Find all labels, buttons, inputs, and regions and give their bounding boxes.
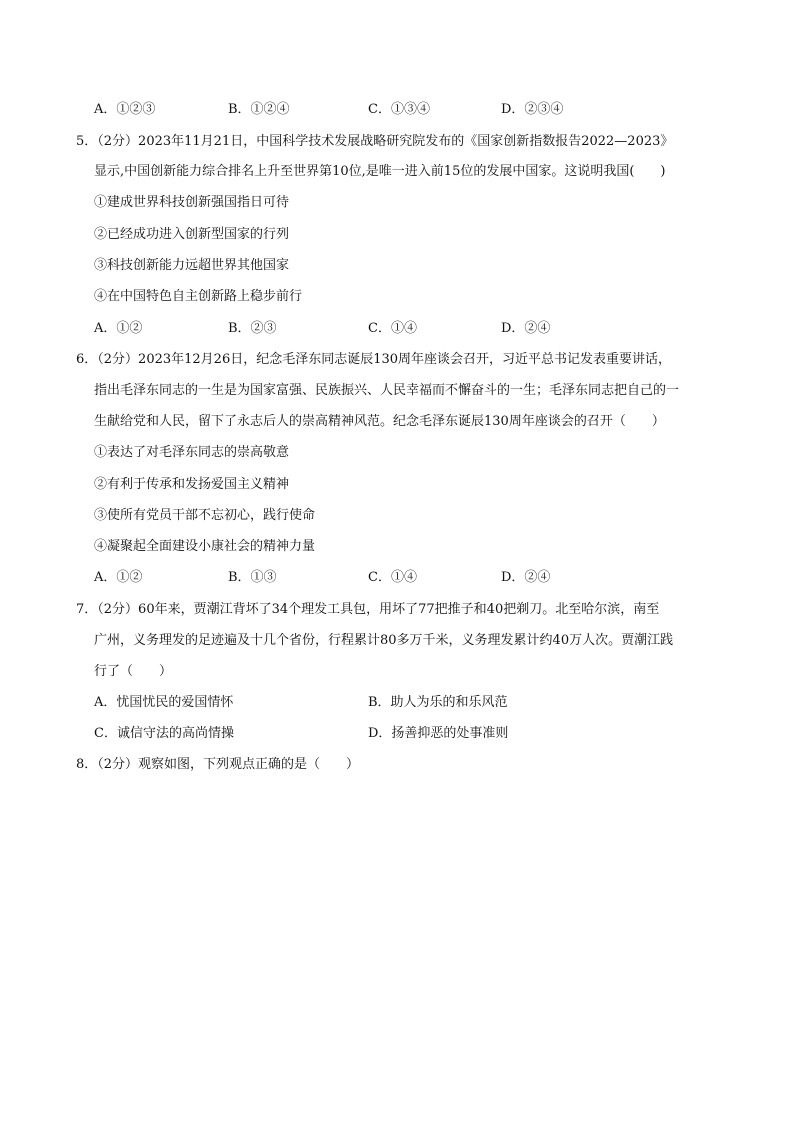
option-c: C．①④: [368, 321, 417, 336]
statement-4: ④在中国特色自主创新路上稳步前行: [94, 289, 303, 304]
statement-1: ①建成世界科技创新强国指日可待: [94, 195, 290, 210]
option-a: A．①②: [94, 321, 143, 336]
question-5-stem-line-1: 5．（2分）2023年11月21日，中国科学技术发展战略研究院发布的《国家创新指数报告2022—2023》: [76, 134, 674, 149]
question-6-stem-line-1: 6．（2分）2023年12月26日，纪念毛泽东同志诞辰130周年座谈会召开，习近平总书记发表重要讲话，: [76, 352, 672, 367]
option-c: C．①③④: [368, 102, 430, 117]
statement-2: ②已经成功进入创新型国家的行列: [94, 227, 290, 242]
option-a: A．①②: [94, 570, 143, 585]
option-a: A．忧国忧民的爱国情怀: [94, 695, 234, 710]
option-a: A．①②③: [94, 102, 156, 117]
option-b: B．助人为乐的和乐风范: [368, 695, 508, 710]
option-d: D．②④: [501, 321, 551, 336]
question-6-stem-line-2: 指出毛泽东同志的一生是为国家富强、民族振兴、人民幸福而不懈奋斗的一生；毛泽东同志把自己的一: [94, 383, 680, 398]
option-d: D．扬善抑恶的处事准则: [368, 726, 509, 741]
statement-3: ③科技创新能力远超世界其他国家: [94, 258, 290, 273]
option-d: D．②④: [501, 570, 551, 585]
statement-2: ②有利于传承和发扬爱国主义精神: [94, 477, 290, 492]
option-c: C．①④: [368, 570, 417, 585]
question-7-stem-line-3: 行了（ ）: [94, 664, 173, 679]
question-5-stem-line-2: 显示,中国创新能力综合排名上升至世界第10位,是唯一进入前15位的发展中国家。这说明我国( ): [94, 164, 666, 179]
option-b: B．②③: [228, 321, 277, 336]
option-b: B．①②④: [228, 102, 290, 117]
option-b: B．①③: [228, 570, 277, 585]
option-d: D．②③④: [501, 102, 564, 117]
statement-1: ①表达了对毛泽东同志的崇高敬意: [94, 445, 290, 460]
question-7-stem-line-2: 广州，义务理发的足迹遍及十几个省份，行程累计80多万千米，义务理发累计约40万人次。贾潮江践: [94, 633, 674, 648]
question-6-stem-line-3: 生献给党和人民，留下了永志后人的崇高精神风范。纪念毛泽东诞辰130周年座谈会的召开（ ）: [94, 414, 665, 429]
statement-4: ④凝聚起全面建设小康社会的精神力量: [94, 539, 316, 554]
option-c: C．诚信守法的高尚情操: [94, 726, 234, 741]
question-7-stem-line-1: 7．（2分）60年来，贾潮江背坏了34个理发工具包，用坏了77把推子和40把剃刀。北至哈尔滨，南至: [76, 602, 660, 617]
question-8-stem-line-1: 8．（2分）观察如图，下列观点正确的是（ ）: [76, 757, 360, 772]
statement-3: ③使所有党员干部不忘初心，践行使命: [94, 508, 316, 523]
